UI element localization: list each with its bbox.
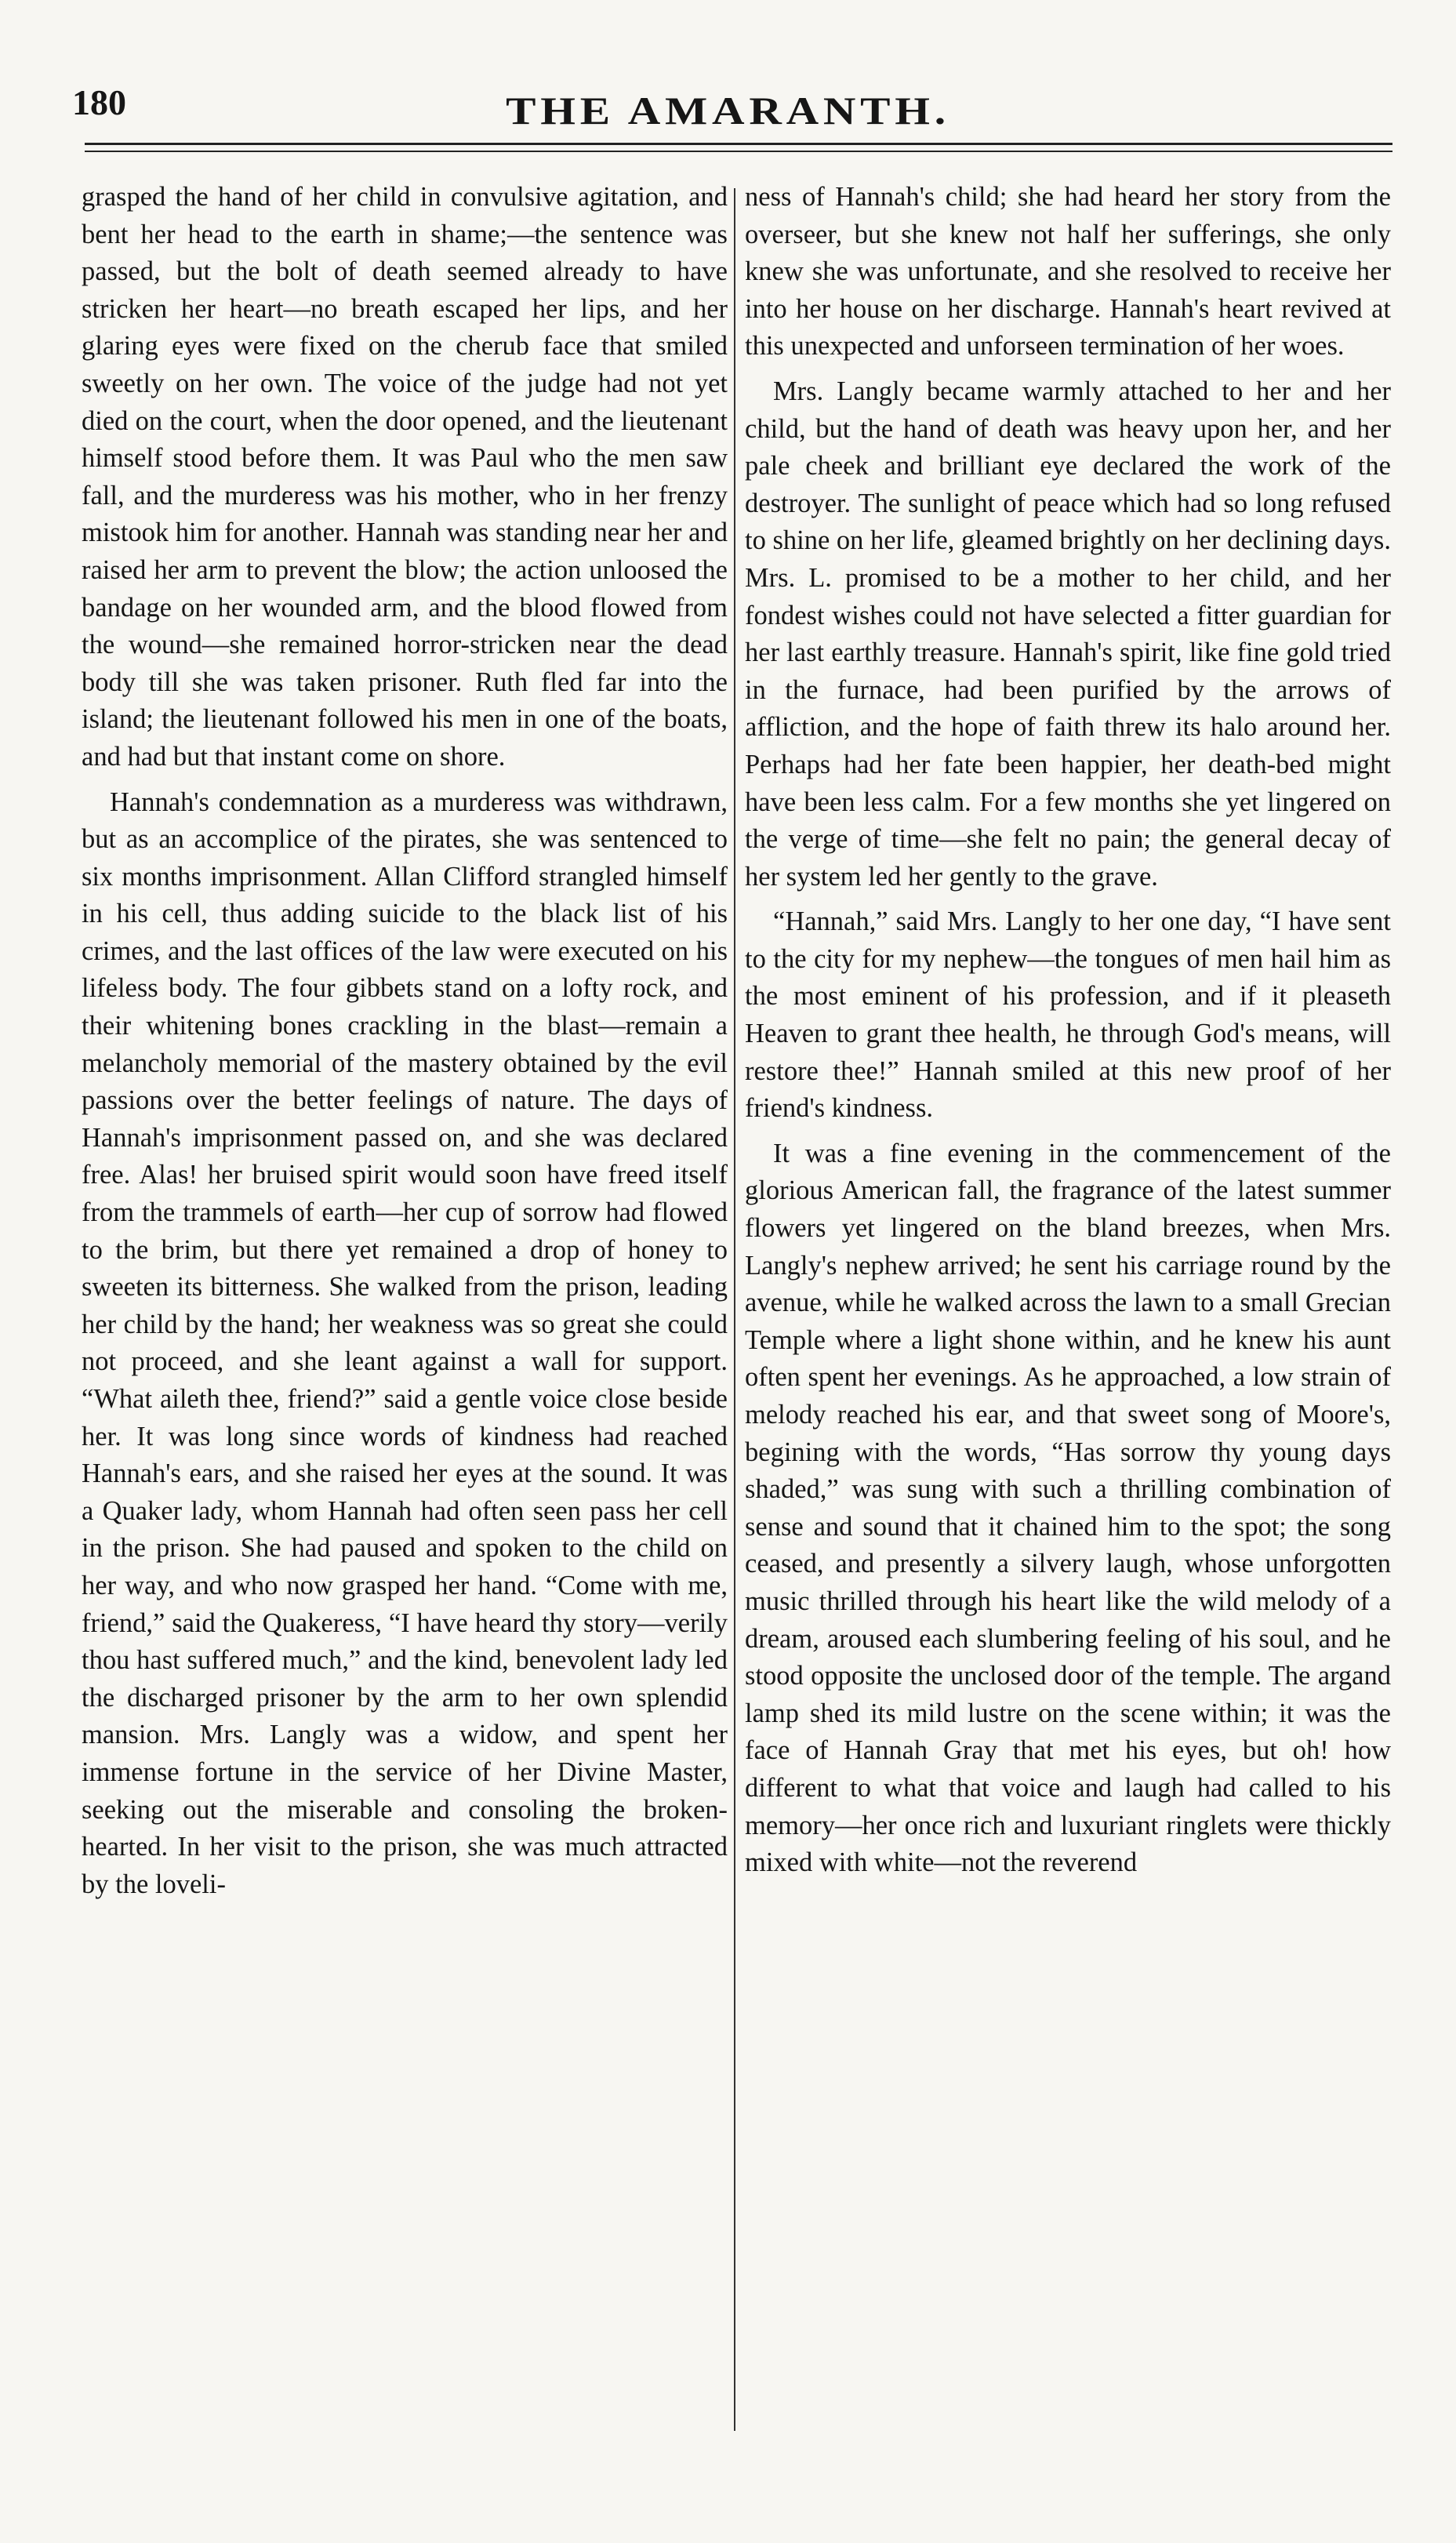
left-column [82,179,728,2449]
column-divider [734,188,735,2431]
running-title: THE AMARANTH. [506,89,950,133]
paragraph: ness of Hannah's child; she had heard her story from the overseer, but she knew not half her sufferings, she only knew she was unfortunate, and she resolved to receive her into her house on her discharge. Hannah's heart revived at this unexpected and unforseen termination of her woes. [745,182,1391,361]
paragraph: Hannah's condemnation as a murderess was withdrawn, but as an accomplice of the pirates, she was sentenced to six months imprisonment. Allan Clifford strangled himself in his cell, thus adding suicide to the black list of his crimes, and the last offices of the law were executed on his lifeless body. The four gibbets stand on a lofty rock, and their whitening bones crackling in the blast—remain a melancholy memorial of the mastery obtained by the evil passions over the better feelings of nature. The days of Hannah's imprisonment passed on, and she was declared free. Alas! her bruised spirit would soon have freed itself from the trammels of earth—her cup of sorrow had flowed to the brim, but there yet remained a drop of honey to sweeten its bitterness. She walked from the prison, leading her child by the hand; her weakness was so great she could not proceed, and she leant against a wall for support. “What aileth thee, friend?” said a gentle voice close beside her. It was long since words of kindness had reached Hannah's ears, and she raised her eyes at the sound. It was a Quaker lady, whom Hannah had often seen pass her cell in the prison. She had paused and spoken to the child on her way, and who now grasped her hand. “Come with me, friend,” said the Quakeress, “I have heard thy story—verily thou hast suffered much,” and the kind, benevolent lady led the discharged prisoner by the arm to her own splendid mansion. Mrs. Langly was a widow, and spent her immense fortune in the service of her Divine Master, seeking out the miserable and consoling the broken-hearted. In her visit to the prison, she was much attracted by the loveli- [82,787,728,1899]
paragraph: It was a fine evening in the commencement of the glorious American fall, the fragrance of the latest summer flowers yet lingered on the bland breezes, when Mrs. Langly's nephew arrived; he sent his carriage round by the avenue, while he walked across the lawn to a small Grecian Temple where a light shone within, and he knew his aunt often spent her evenings. As he approached, a low strain of melody reached his ear, and that sweet song of Moore's, begining with the words, “Has sorrow thy young days shaded,” was sung with such a thrilling combination of sense and sound that it chained him to the spot; the song ceased, and presently a silvery laugh, whose unforgotten music thrilled through his heart like the wild melody of a dream, aroused each slumbering feeling of his soul, and he stood opposite the unclosed door of the temple. The argand lamp shed its mild lustre on the scene within; it was the face of Hannah Gray that met his eyes, but oh! how different to what that voice and laugh had called to his memory—her once rich and luxuriant ringlets were thickly mixed with white—not the reverend [745,1138,1391,1878]
page-number: 180 [72,82,126,122]
header-double-rule [85,143,1392,152]
right-column [745,179,1391,2449]
paragraph: Mrs. Langly became warmly attached to her and her child, but the hand of death was heavy upon her, and her pale cheek and brilliant eye declared the work of the destroyer. The sunlight of peace which had so long refused to shine on her life, gleamed brightly on her declining days. Mrs. L. promised to be a mother to her child, and her fondest wishes could not have selected a fitter guardian for her last earthly treasure. Hannah's spirit, like fine gold tried in the furnace, had been purified by the arrows of affliction, and the hope of faith threw its halo around her. Perhaps had her fate been happier, her death-bed might have been less calm. For a few months she yet lingered on the verge of time—she felt no pain; the general decay of her system led her gently to the grave. [745,376,1391,892]
paragraph: “Hannah,” said Mrs. Langly to her one day, “I have sent to the city for my nephew—the tongues of men hail him as the most eminent of his profession, and if it pleaseth Heaven to grant thee health, he through God's means, will restore thee!” Hannah smiled at this new proof of her friend's kindness. [745,906,1391,1124]
paragraph: grasped the hand of her child in convulsive agitation, and bent her head to the earth in shame;—the sentence was passed, but the bolt of death seemed already to have stricken her heart—no breath escaped her lips, and her glaring eyes were fixed on the cherub face that smiled sweetly on her own. The voice of the judge had not yet died on the court, when the door opened, and the lieutenant himself stood before them. It was Paul who the men saw fall, and the murderess was his mother, who in her frenzy mistook him for another. Hannah was standing near her and raised her arm to prevent the blow; the action unloosed the bandage on her wounded arm, and the blood flowed from the wound—she remained horror-stricken near the dead body till she was taken prisoner. Ruth fled far into the island; the lieutenant followed his men in one of the boats, and had but that instant come on shore. [82,182,728,772]
